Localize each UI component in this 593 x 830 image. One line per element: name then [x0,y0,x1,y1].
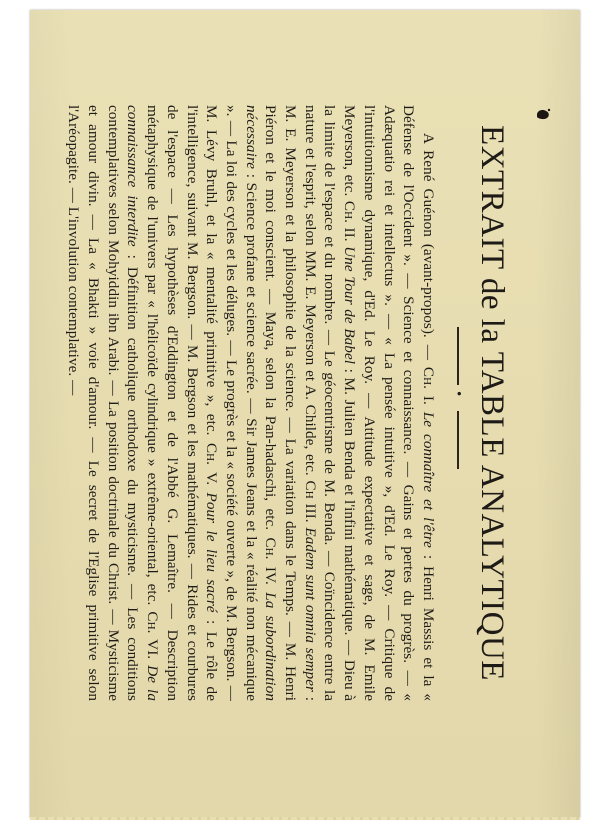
ink-blot-mark [535,108,551,120]
chapter-title: De la connaissance interdite [124,105,162,701]
chapter-number: Ch. II. [341,200,359,242]
chapter-title: Eadem sunt omnia semper [301,527,319,692]
body-text-run: A René Guénon (avant-propos). — [420,133,437,367]
table-of-contents-paragraph [38,105,438,701]
page-title: EXTRAIT de la TABLE ANALYTIQUE [474,125,510,681]
body-text-run [203,485,220,492]
ornament-rule-right [457,411,459,469]
body-text-run: : M. Julien Benda et l'infini mathématique. — Dieu à la limite de l'espace et du nombre. — Le géocentrisme de M. Benda. — Coïncidence entre la nature et l'esprit, selon MM. E. Meyerson et A. Childe, etc. [301,105,359,701]
chapter-title: La subordination nécessaire [242,105,280,701]
rotated-text-block [24,105,512,701]
body-text-run: : Henri Massis et la « Défense de l'Occident ». — Science et connaissance. — Gains et pertes du progrès. — « Adæquatio rei et intellectus ». — « La pensée intuitive », d'Ed. Le Roy. — Critique de l'intuitionnisme dynamique, d'Ed. Le Roy. — Attitude expectative et sage, de M. Emile Meyerson, etc. [341,105,437,701]
body-text-run: : Le rôle de l'intelligence, suivant M. Bergson. — M. Bergson et les mathématiques. — Rides et courbures de l'espace — Les hypothèses d'Eddington et de l'Abbé G. Lemaître. — Description métaphysique de l'univers par « l'hélicoïde cylindrique » extrême-oriental, etc. [144,105,221,701]
body-text-run [420,405,437,412]
body-text-run: : M. E. Meyerson et la philosophie de la science. — La variation dans le Temps. — M. Henri Piéron et le moi conscient. — Maya, selon la Pan-hadaschi, etc. [262,105,319,701]
chapter-title: Le connaître et l'être [420,411,437,548]
chapter-title: Une Tour de Babel [341,246,359,365]
body-text-run: : Science profane et science sacrée. — Sir James Jeans et la « réalité non mécanique ». — La loi des cycles et les déluges. — Le progrès et la « société ouverte », de M. Bergson. — M. Lévy Bruhl, et la « mentalité primitive », etc. [203,105,260,701]
chapter-number: Ch. V. [203,442,221,486]
ornament-dot: • [450,391,466,397]
chapter-number: Ch. VI. [144,611,162,660]
chapter-number: Ch III. [301,480,319,523]
body-text-run: : Définition catholique orthodoxe du mysticisme. — Les conditions contemplatives selon Mohyiddin ibn Arabi. — La position doctrinale du Christ. — Mysticisme et amour divin. — La « Bhakti » voie d'amour. — Le secret de l'Eglise primitive selon l'Aréopagite. — L'involution contemplative. — [65,105,142,701]
chapter-number: Ch. I. [420,366,437,405]
chapter-number: Ch. IV. [262,537,280,585]
chapter-title: Pour le lieu sacré [203,492,221,613]
ornament-rule-left [457,327,459,385]
title-ornament [444,105,472,701]
